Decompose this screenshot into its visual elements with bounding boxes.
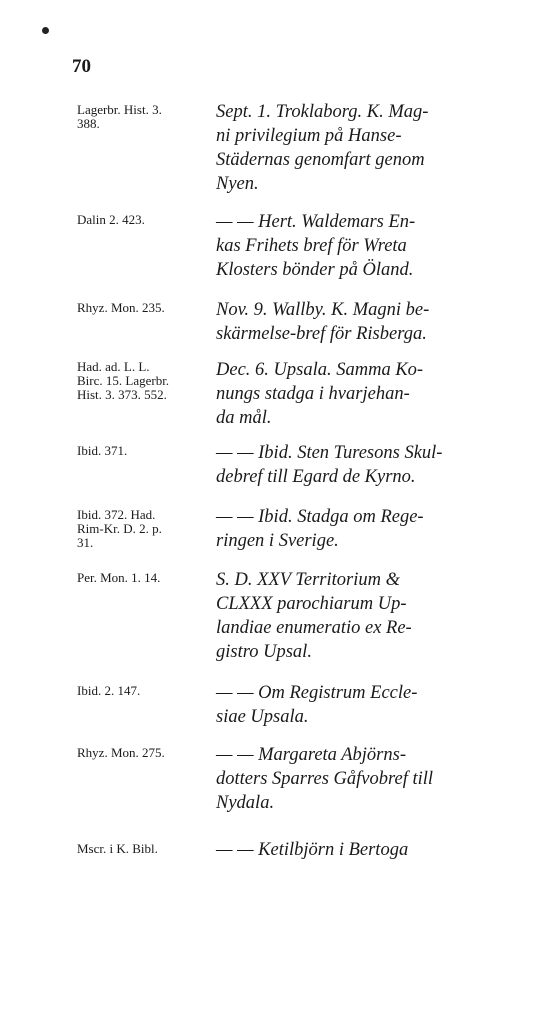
entry-text: — — Ketilbjörn i Bertoga <box>216 840 409 860</box>
entry-text: Sept. 1. Troklaborg. K. Mag- ni privilegium på Hanse- Städernas genomfart genom Nyen. <box>216 102 429 194</box>
entry-source: Mscr. i K. Bibl. <box>77 841 158 856</box>
entry-source: Rhyz. Mon. 275. <box>77 745 165 760</box>
entry-text: Dec. 6. Upsala. Samma Ko- nungs stadga i hvarjehan- da mål. <box>216 360 424 428</box>
entry-source: Rhyz. Mon. 235. <box>77 300 165 315</box>
entry-text: — — Ibid. Sten Turesons Skul- debref till Egard de Kyrno. <box>216 443 443 487</box>
entry-text: Nov. 9. Wallby. K. Magni be- skärmelse-bref för Risberga. <box>216 300 430 344</box>
ink-dot <box>42 27 49 34</box>
entry-text: — — Om Registrum Eccle- siae Upsala. <box>216 683 418 727</box>
page-number: 70 <box>72 56 91 77</box>
entry-source: Dalin 2. 423. <box>77 212 145 227</box>
entry-source: Ibid. 2. 147. <box>77 683 141 698</box>
entry-text: S. D. XXV Territorium & CLXXX parochiarum Up- landiae enumeratio ex Re- gistro Upsal. <box>216 570 412 662</box>
entry-text: — — Ibid. Stadga om Rege- ringen i Sverige. <box>216 507 424 551</box>
entry-source: Ibid. 371. <box>77 443 128 458</box>
entry-source: Lagerbr. Hist. 3. 388. <box>77 102 162 131</box>
entry-source: Had. ad. L. L. Birc. 15. Lagerbr. Hist. 3. 373. 552. <box>77 359 170 402</box>
entry-text: — — Hert. Waldemars En- kas Frihets bref för Wreta Klosters bönder på Öland. <box>216 212 416 280</box>
entry-source: Ibid. 372. Had. Rim-Kr. D. 2. p. 31. <box>77 507 162 550</box>
entry-text: — — Margareta Abjörns- dotters Sparres Gåfvobref till Nydala. <box>216 745 434 813</box>
entry-source: Per. Mon. 1. 14. <box>77 570 161 585</box>
